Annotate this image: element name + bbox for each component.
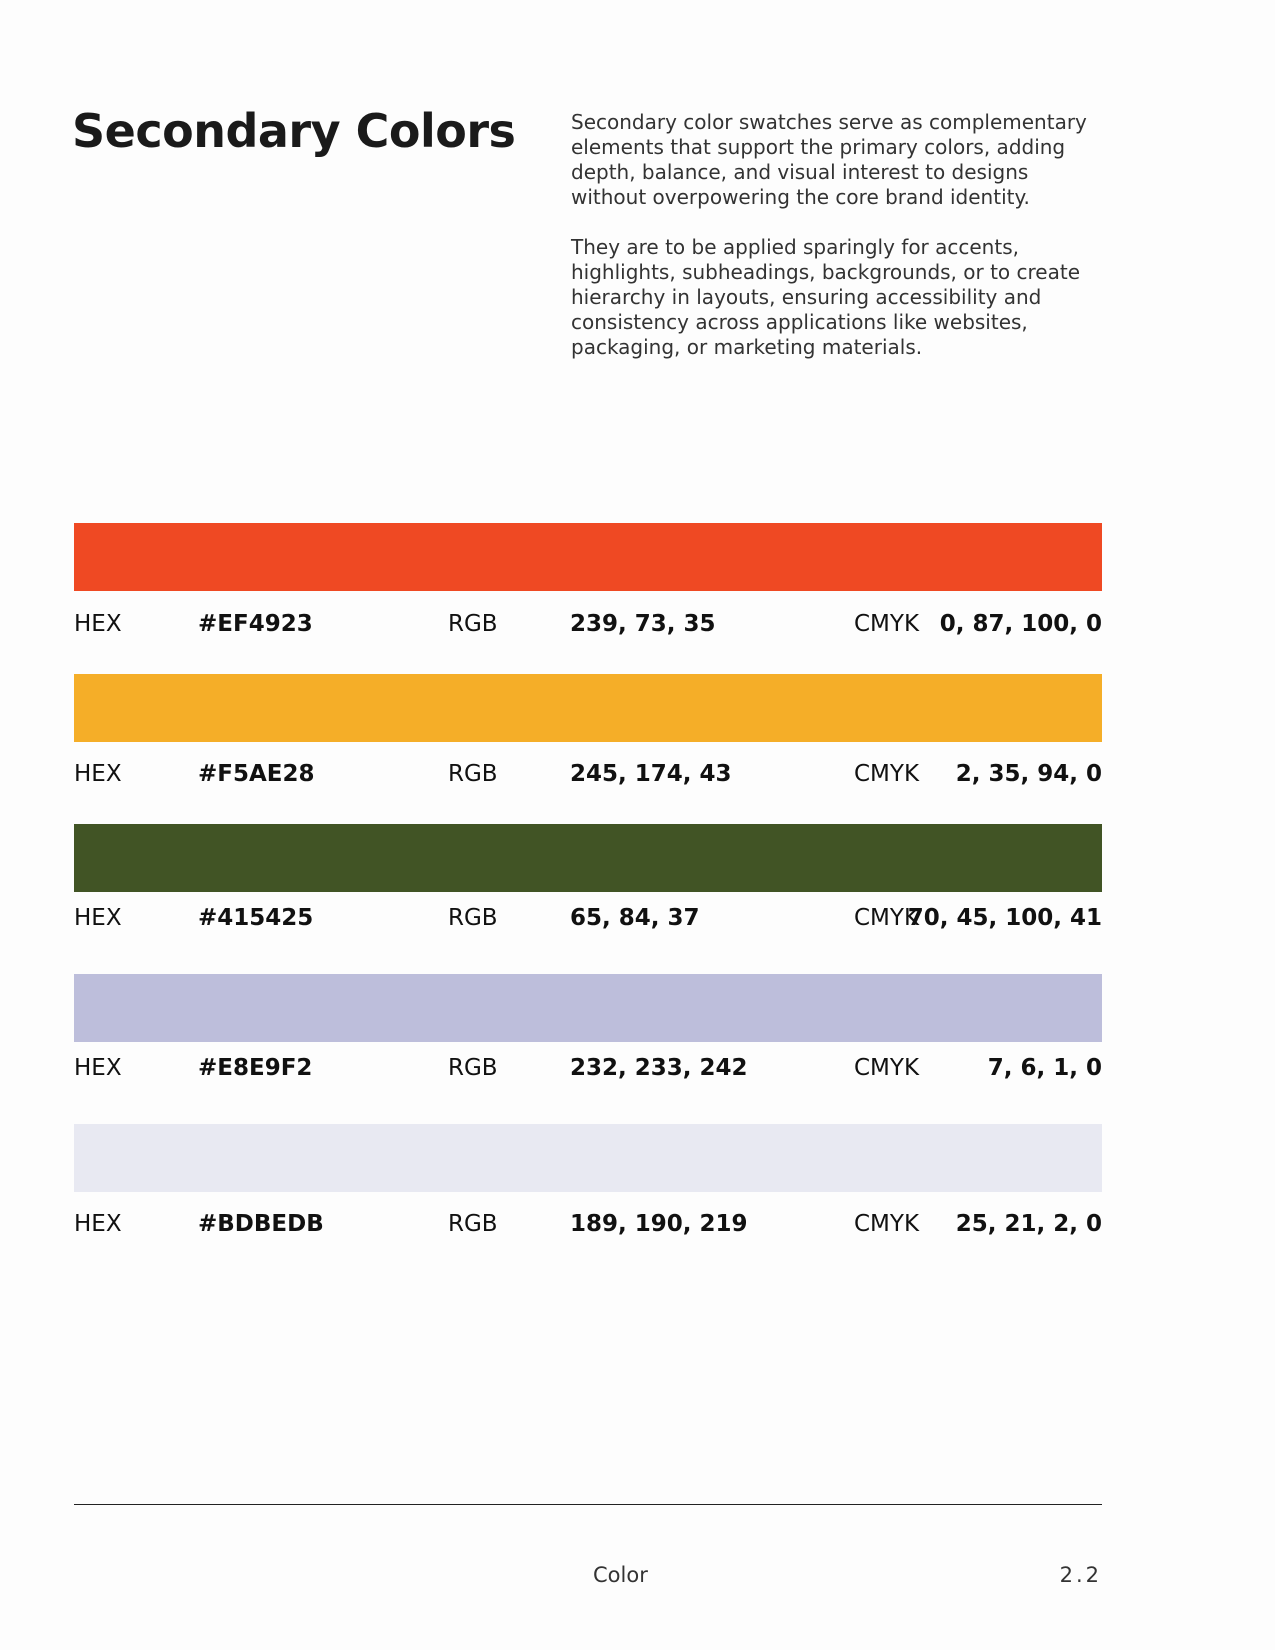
rgb-value: 245, 174, 43: [570, 761, 732, 787]
rgb-label: RGB: [448, 611, 498, 637]
hex-value: #EF4923: [198, 611, 313, 637]
footer-section-label: Color: [593, 1563, 648, 1587]
rgb-label: RGB: [448, 1211, 498, 1237]
swatch-bar-1: [74, 523, 1102, 591]
cmyk-label: CMYK: [854, 1211, 920, 1237]
hex-value: #BDBEDB: [198, 1211, 324, 1237]
footer-divider: [74, 1504, 1102, 1505]
cmyk-label: CMYK: [854, 1055, 920, 1081]
rgb-label: RGB: [448, 1055, 498, 1081]
hex-label: HEX: [74, 905, 122, 931]
hex-label: HEX: [74, 761, 122, 787]
swatch-specs-5: [74, 1209, 1102, 1239]
hex-value: #E8E9F2: [198, 1055, 313, 1081]
hex-value: #415425: [198, 905, 314, 931]
rgb-label: RGB: [448, 761, 498, 787]
hex-label: HEX: [74, 1211, 122, 1237]
cmyk-label: CMYK: [854, 611, 920, 637]
intro-paragraph-1: Secondary color swatches serve as complementary elements that support the primary colors, adding depth, balance, and visual interest to designs without overpowering the core brand identity.: [571, 110, 1087, 209]
cmyk-label: CMYK: [854, 905, 920, 931]
hex-label: HEX: [74, 611, 122, 637]
cmyk-value: 2, 35, 94, 0: [955, 761, 1102, 787]
cmyk-value: 70, 45, 100, 41: [907, 905, 1102, 931]
swatch-specs-4: [74, 1053, 1102, 1083]
swatch-bar-5: [74, 1124, 1102, 1192]
rgb-value: 239, 73, 35: [570, 611, 716, 637]
swatch-bar-4: [74, 974, 1102, 1042]
intro-paragraph-2: They are to be applied sparingly for accents, highlights, subheadings, backgrounds, or to create hierarchy in layouts, ensuring accessibility and consistency across applications like websites, packaging, or marketing materials.: [571, 235, 1081, 359]
page-title: Secondary Colors: [72, 104, 516, 158]
cmyk-value: 25, 21, 2, 0: [955, 1211, 1102, 1237]
swatch-specs-1: [74, 609, 1102, 639]
cmyk-value: 7, 6, 1, 0: [987, 1055, 1102, 1081]
intro-text: [571, 110, 1101, 385]
swatch-bar-3: [74, 824, 1102, 892]
rgb-value: 65, 84, 37: [570, 905, 700, 931]
swatch-bar-2: [74, 674, 1102, 742]
swatch-specs-2: [74, 759, 1102, 789]
swatch-specs-3: [74, 903, 1102, 933]
page-number: 2.2: [1059, 1563, 1102, 1587]
cmyk-value: 0, 87, 100, 0: [939, 611, 1102, 637]
rgb-value: 189, 190, 219: [570, 1211, 748, 1237]
cmyk-label: CMYK: [854, 761, 920, 787]
rgb-value: 232, 233, 242: [570, 1055, 748, 1081]
hex-label: HEX: [74, 1055, 122, 1081]
rgb-label: RGB: [448, 905, 498, 931]
hex-value: #F5AE28: [198, 761, 315, 787]
